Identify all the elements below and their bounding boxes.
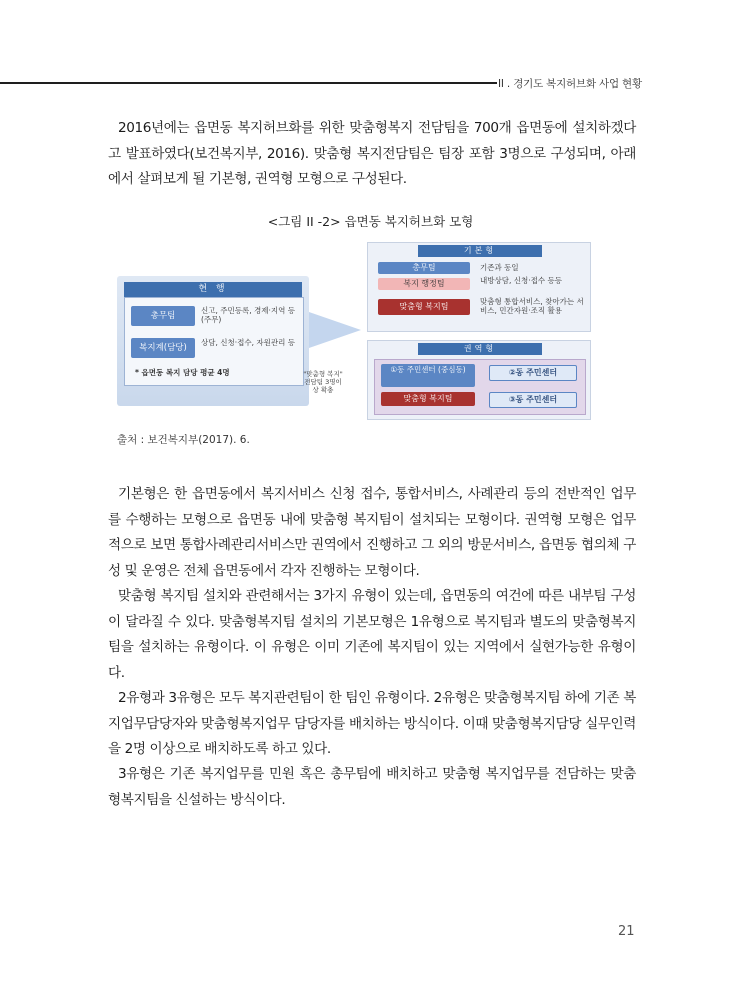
current-team-welfare-desc: 상담, 신청·접수, 자원관리 등 [201,338,295,347]
regional-center-2: ②동 주민센터 [489,365,577,381]
current-team-general: 총무팀 [131,306,195,326]
basic-team-general-desc: 기존과 동일 [480,263,519,272]
intro-paragraph: 2016년에는 읍면동 복지허브화를 위한 맞춤형복지 전담팀을 700개 읍면동에 설치하겠다고 발표하였다(보건복지부, 2016). 맞춤형 복지전담팀은 팀장 포함 3명으로 구성되며, 아래에서 살펴보게 될 기본형, 권역형 모형으로 구성된다. [108,120,636,187]
figure-source: 출처 : 보건복지부(2017). 6. [117,434,250,446]
page-number: 21 [618,924,635,939]
regional-center-main-team: 맞춤형 복지팀 [381,392,475,406]
basic-model-box [367,242,591,332]
running-header: II . 경기도 복지허브화 사업 현황 [498,78,642,90]
basic-team-general: 총무팀 [378,262,470,274]
regional-center-main: ①동 주민센터 (중심동) [381,364,475,387]
regional-center-3: ③동 주민센터 [489,392,577,408]
regional-model-box [367,340,591,420]
current-model-note: * 읍면동 복지 담당 평균 4명 [135,368,230,377]
figure-caption: <그림 II -2> 읍면동 복지허브화 모형 [267,214,474,229]
current-model-title: 현 행 [124,282,302,297]
basic-team-custom: 맞춤형 복지팀 [378,299,470,315]
regional-model-inner [374,359,586,415]
transition-arrow [309,312,361,348]
regional-model-title: 권역형 [418,343,542,355]
current-team-welfare: 복지계(담당) [131,338,195,358]
basic-model-title: 기본형 [418,245,542,257]
body-paragraph-3: 2유형과 3유형은 모두 복지관련팀이 한 팀인 유형이다. 2유형은 맞춤형복지팀 하에 기존 복지업무담당자와 맞춤형복지업무 담당자를 배치하는 방식이다. 이때 맞춤형복지담당 실무인력을 2명 이상으로 배치하도록 하고 있다. [108,690,636,757]
middle-note: "맞춤형 복지" 전담팀 3명이상 확충 [303,370,343,394]
basic-team-admin-desc: 내방상담, 신청·접수 등등 [480,276,562,285]
body-paragraph-4: 3유형은 기존 복지업무를 민원 혹은 총무팀에 배치하고 맞춤형 복지업무를 전담하는 맞춤형복지팀을 신설하는 방식이다. [108,766,636,808]
body-paragraph-1: 기본형은 한 읍면동에서 복지서비스 신청 접수, 통합서비스, 사례관리 등의 전반적인 업무를 수행하는 모형으로 읍면동 내에 맞춤형 복지팀이 설치되는 모형이다. 권역형 모형은 업무적으로 보면 통합사례관리서비스만 권역에서 진행하고 그 외의 방문서비스, 읍면동 협의체 구성 및 운영은 전체 읍면동에서 각자 진행하는 모형이다. [108,486,636,579]
current-team-general-desc: 신고, 주민등록, 경제·지역 등(주무) [201,306,295,324]
current-model-box [117,276,309,406]
basic-team-custom-desc: 맞춤형 통합서비스, 찾아가는 서비스, 민간자원·조직 활용 [480,297,584,315]
figure-diagram [117,242,591,418]
basic-team-admin: 복지 행정팀 [378,278,470,290]
header-rule [0,82,497,84]
body-paragraph-2: 맞춤형 복지팀 설치와 관련해서는 3가지 유형이 있는데, 읍면동의 여건에 따른 내부팀 구성이 달라질 수 있다. 맞춤형복지팀 설치의 기본모형은 1유형으로 복지팀과 별도의 맞춤형복지팀을 설치하는 유형이다. 이 유형은 이미 기존에 복지팀이 있는 지역에서 실현가능한 유형이다. [108,588,636,681]
